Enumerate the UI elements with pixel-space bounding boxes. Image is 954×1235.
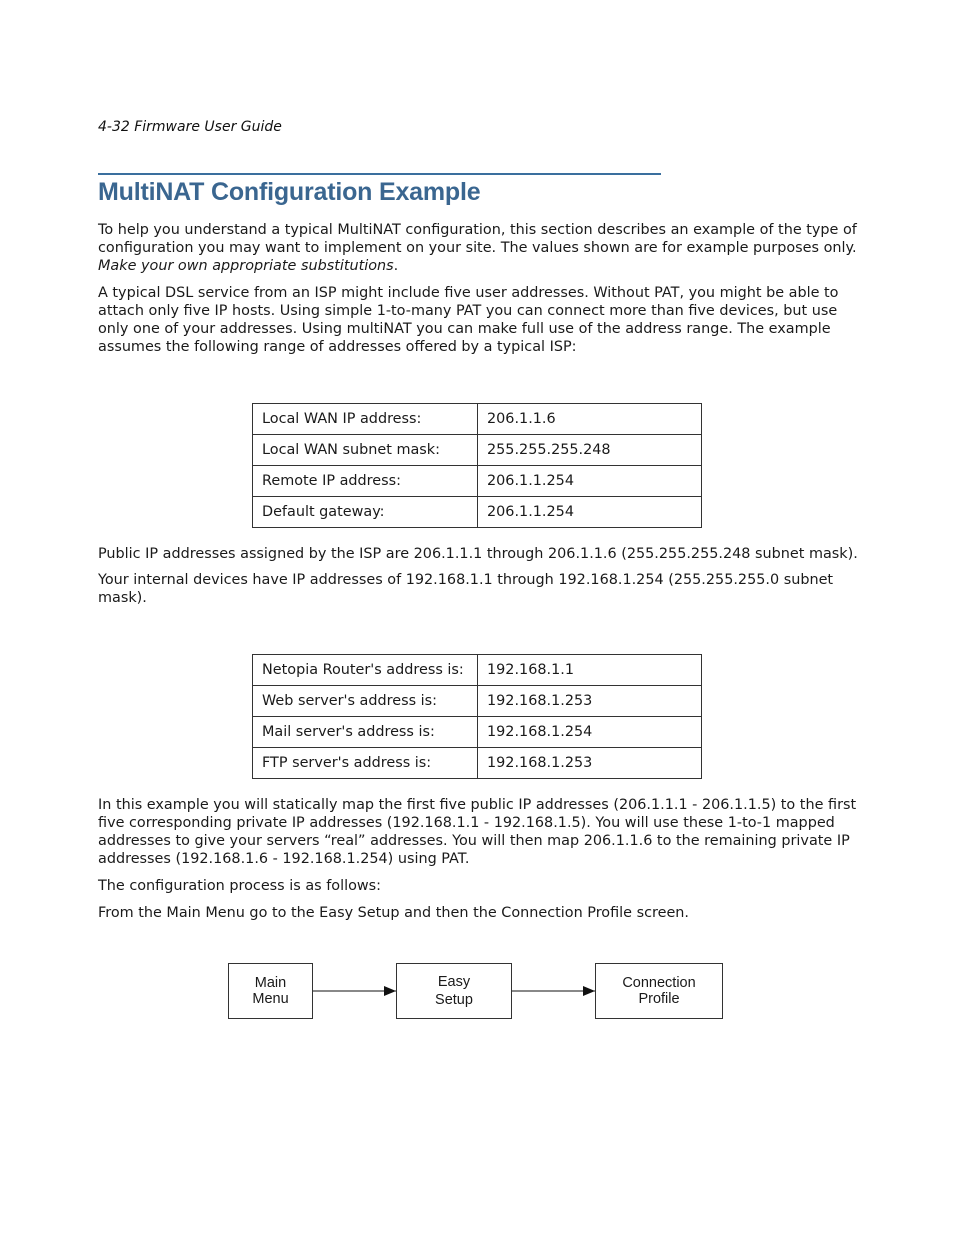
page-header: 4-32 Firmware User Guide (98, 119, 282, 135)
table-row: Mail server's address is: 192.168.1.254 (253, 717, 702, 748)
navigation-paragraph: From the Main Menu go to the Easy Setup and then the Connection Profile screen. (98, 905, 689, 921)
easy-setup-box: Easy Setup (396, 963, 512, 1019)
public-ip-paragraph: Public IP addresses assigned by the ISP are 206.1.1.1 through 206.1.1.6 (255.255.255.248 subnet mask). (98, 546, 858, 562)
process-paragraph: The configuration process is as follows: (98, 878, 381, 894)
table-row: Default gateway: 206.1.1.254 (253, 497, 702, 528)
mapping-paragraph: In this example you will statically map the first five public IP addresses (206.1.1.1 - 206.1.1.5) to the first five corresponding private IP addresses (192.168.1.1 - 192.168.1.5). You will use these 1-to-1 mapped addresses to give your servers “real” addresses. You will then map 206.1.1.6 to the remaining private IP addresses (192.168.1.6 - 192.168.1.254) using PAT. (98, 797, 857, 867)
table-row: FTP server's address is: 192.168.1.253 (253, 748, 702, 779)
table-row: Web server's address is: 192.168.1.253 (253, 686, 702, 717)
page-title: MultiNAT Configuration Example (98, 178, 481, 206)
table-row: Netopia Router's address is: 192.168.1.1 (253, 655, 702, 686)
intro-paragraph: To help you understand a typical MultiNAT configuration, this section describes an example of the type of configuration you may want to implement on your site. The values shown are for example purposes only. Make your own appropriate substitutions. (98, 222, 857, 274)
intro-italic: Make your own appropriate substitutions (98, 258, 394, 274)
main-menu-box: Main Menu (228, 963, 313, 1019)
table-row: Local WAN IP address: 206.1.1.6 (253, 404, 702, 435)
connection-profile-box: Connection Profile (595, 963, 723, 1019)
table-row: Remote IP address: 206.1.1.254 (253, 466, 702, 497)
table-row: Local WAN subnet mask: 255.255.255.248 (253, 435, 702, 466)
isp-paragraph: A typical DSL service from an ISP might include five user addresses. Without PAT, you might be able to attach only five IP hosts. Using simple 1-to-many PAT you can connect more than five devices, but use only one of your addresses. Using multiNAT you can make full use of the address range. The example assumes the following range of addresses offered by a typical ISP: (98, 285, 839, 355)
internal-ip-paragraph: Your internal devices have IP addresses of 192.168.1.1 through 192.168.1.254 (255.255.255.0 subnet mask). (98, 572, 834, 606)
